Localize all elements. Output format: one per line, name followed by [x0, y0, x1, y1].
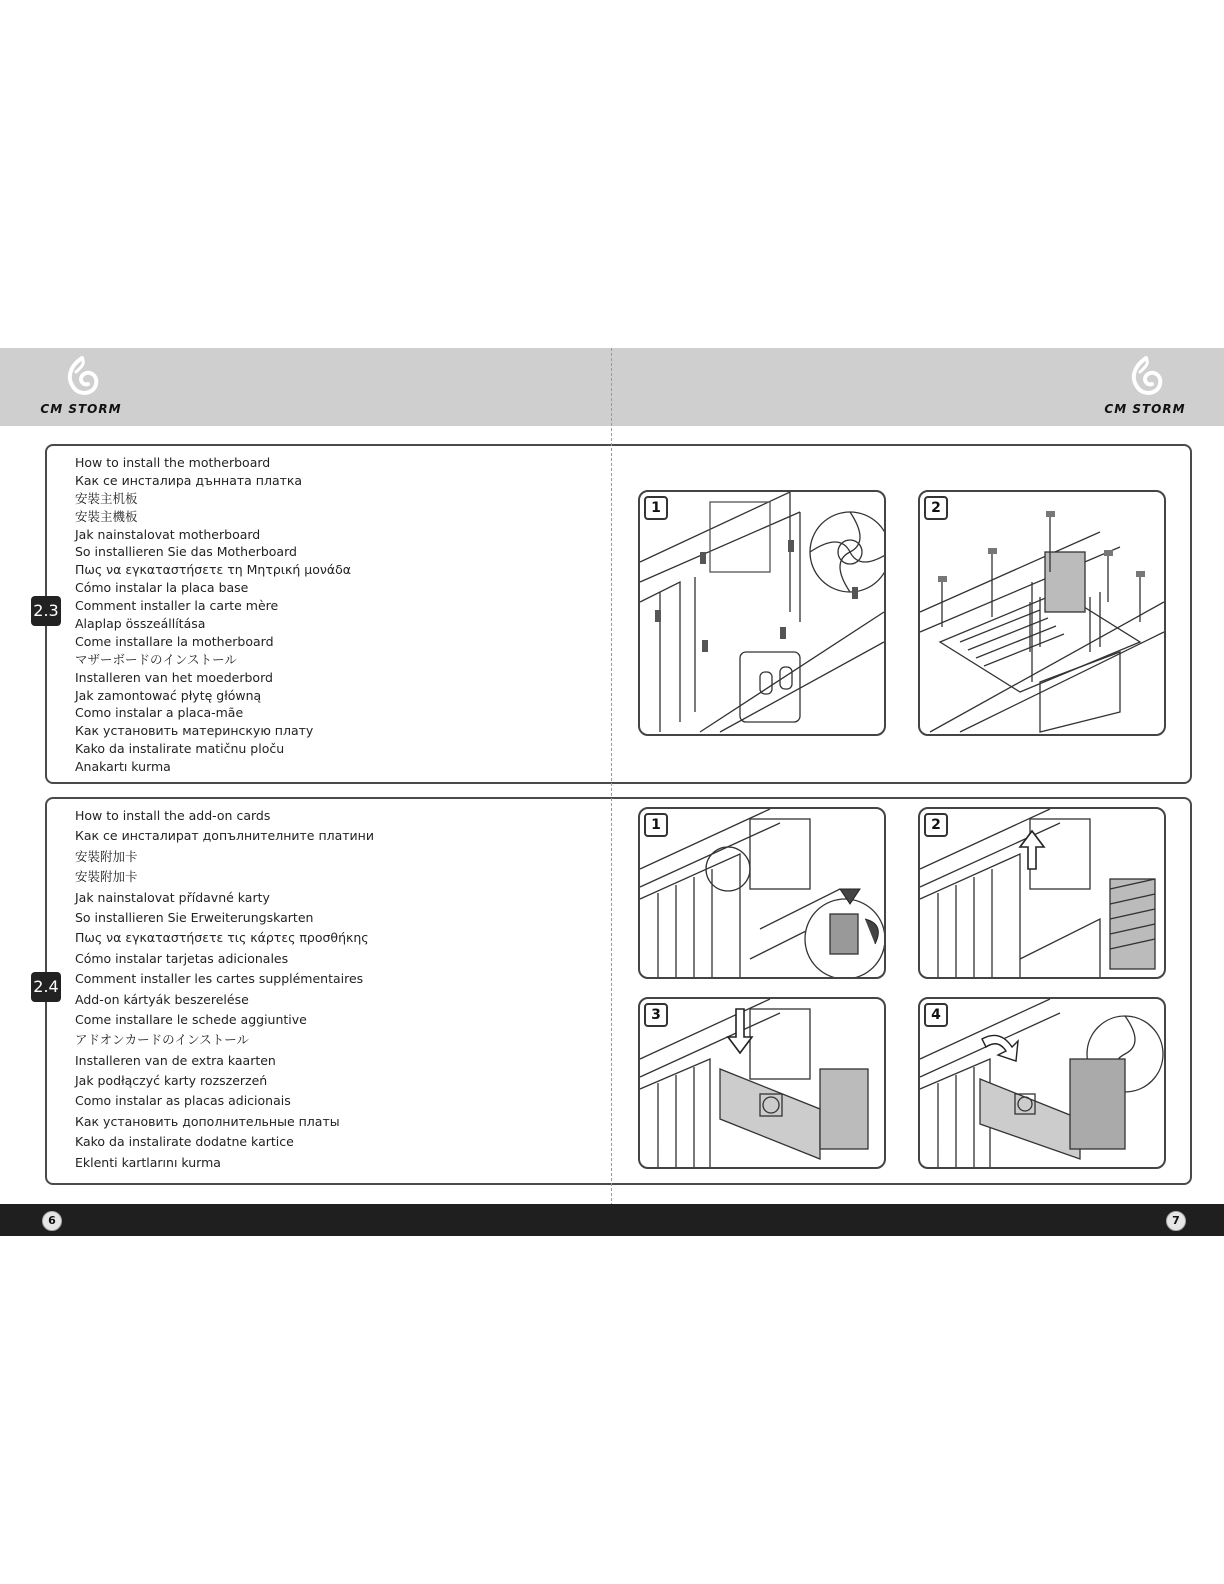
section-install-motherboard — [45, 444, 1192, 784]
instruction-title-list — [75, 454, 351, 776]
step-number: 1 — [644, 813, 668, 837]
title-line: How to install the add-on cards — [75, 808, 271, 823]
title-line: マザーボードのインストール — [75, 651, 237, 667]
step-number: 3 — [644, 1003, 668, 1027]
title-line: Jak nainstalovat přídavné karty — [75, 889, 270, 905]
title-line: Πως να εγκαταστήσετε τη Μητρική μονάδα — [75, 562, 351, 578]
step-number: 2 — [924, 813, 948, 837]
title-line: 安裝主机板 — [75, 490, 138, 506]
title-line: Πως να εγκαταστήσετε τις κάρτες προσθήκης — [75, 930, 369, 946]
page-number-left: 6 — [42, 1211, 62, 1231]
title-line: Как се инсталират допълнителните платини — [75, 828, 374, 844]
page-footer — [0, 1204, 1224, 1236]
case-interior-standoffs-illustration — [638, 490, 886, 736]
title-line: Kako da instalirate matičnu ploču — [75, 741, 285, 757]
motherboard-screws-illustration — [918, 490, 1166, 736]
title-line: Comment installer les cartes supplémentaires — [75, 971, 364, 987]
title-line: Cómo instalar la placa base — [75, 580, 249, 596]
section-badge: 2.3 — [31, 596, 61, 626]
title-line: 安裝附加卡 — [75, 848, 138, 864]
title-line: Como instalar as placas adicionais — [75, 1093, 291, 1109]
title-line: Cómo instalar tarjetas adicionales — [75, 950, 289, 966]
brand-logo-text: CM STORM — [40, 402, 122, 416]
brand-logo-right — [1104, 356, 1186, 418]
brand-logo-left — [40, 356, 122, 418]
title-line: Jak zamontować płytę główną — [75, 687, 262, 703]
title-line: アドオンカードのインストール — [75, 1032, 250, 1048]
card-secure-illustration — [918, 997, 1166, 1169]
title-line: Alaplap összeállítása — [75, 616, 206, 632]
section-install-add-on-cards — [45, 797, 1192, 1185]
title-line: 安裝主機板 — [75, 508, 138, 524]
slot-cover-removal-illustration — [918, 807, 1166, 979]
title-line: Как установить дополнительные платы — [75, 1113, 340, 1129]
step-number: 4 — [924, 1003, 948, 1027]
title-line: Installeren van de extra kaarten — [75, 1052, 276, 1068]
instruction-title-list — [75, 806, 374, 1173]
title-line: How to install the motherboard — [75, 455, 271, 470]
title-line: Eklenti kartlarını kurma — [75, 1154, 221, 1170]
slot-cover-screw-illustration — [638, 807, 886, 979]
title-line: Comment installer la carte mère — [75, 598, 279, 614]
title-line: Anakartı kurma — [75, 759, 171, 775]
swirl-logo-icon — [62, 356, 102, 400]
title-line: So installieren Sie Erweiterungskarten — [75, 909, 314, 925]
page-header — [0, 348, 1224, 426]
title-line: Installeren van het moederbord — [75, 669, 273, 685]
page-number-right: 7 — [1166, 1211, 1186, 1231]
title-line: Add-on kártyák beszerelése — [75, 991, 249, 1007]
title-line: Kako da instalirate dodatne kartice — [75, 1134, 294, 1150]
title-line: 安裝附加卡 — [75, 869, 138, 885]
page-fold-divider — [611, 348, 612, 1236]
step-number: 2 — [924, 496, 948, 520]
title-line: Come installare le schede aggiuntive — [75, 1011, 307, 1027]
title-line: Jak podłączyć karty rozszerzeń — [75, 1073, 268, 1089]
title-line: Jak nainstalovat motherboard — [75, 526, 261, 542]
swirl-logo-icon — [1126, 356, 1166, 400]
step-number: 1 — [644, 496, 668, 520]
title-line: Как се инсталира дънната платка — [75, 472, 303, 488]
brand-logo-text: CM STORM — [1104, 402, 1186, 416]
card-insertion-illustration — [638, 997, 886, 1169]
title-line: Как установить материнскую плату — [75, 723, 314, 739]
section-badge: 2.4 — [31, 972, 61, 1002]
title-line: Come installare la motherboard — [75, 633, 274, 649]
title-line: So installieren Sie das Motherboard — [75, 544, 297, 560]
title-line: Como instalar a placa-mãe — [75, 705, 244, 721]
